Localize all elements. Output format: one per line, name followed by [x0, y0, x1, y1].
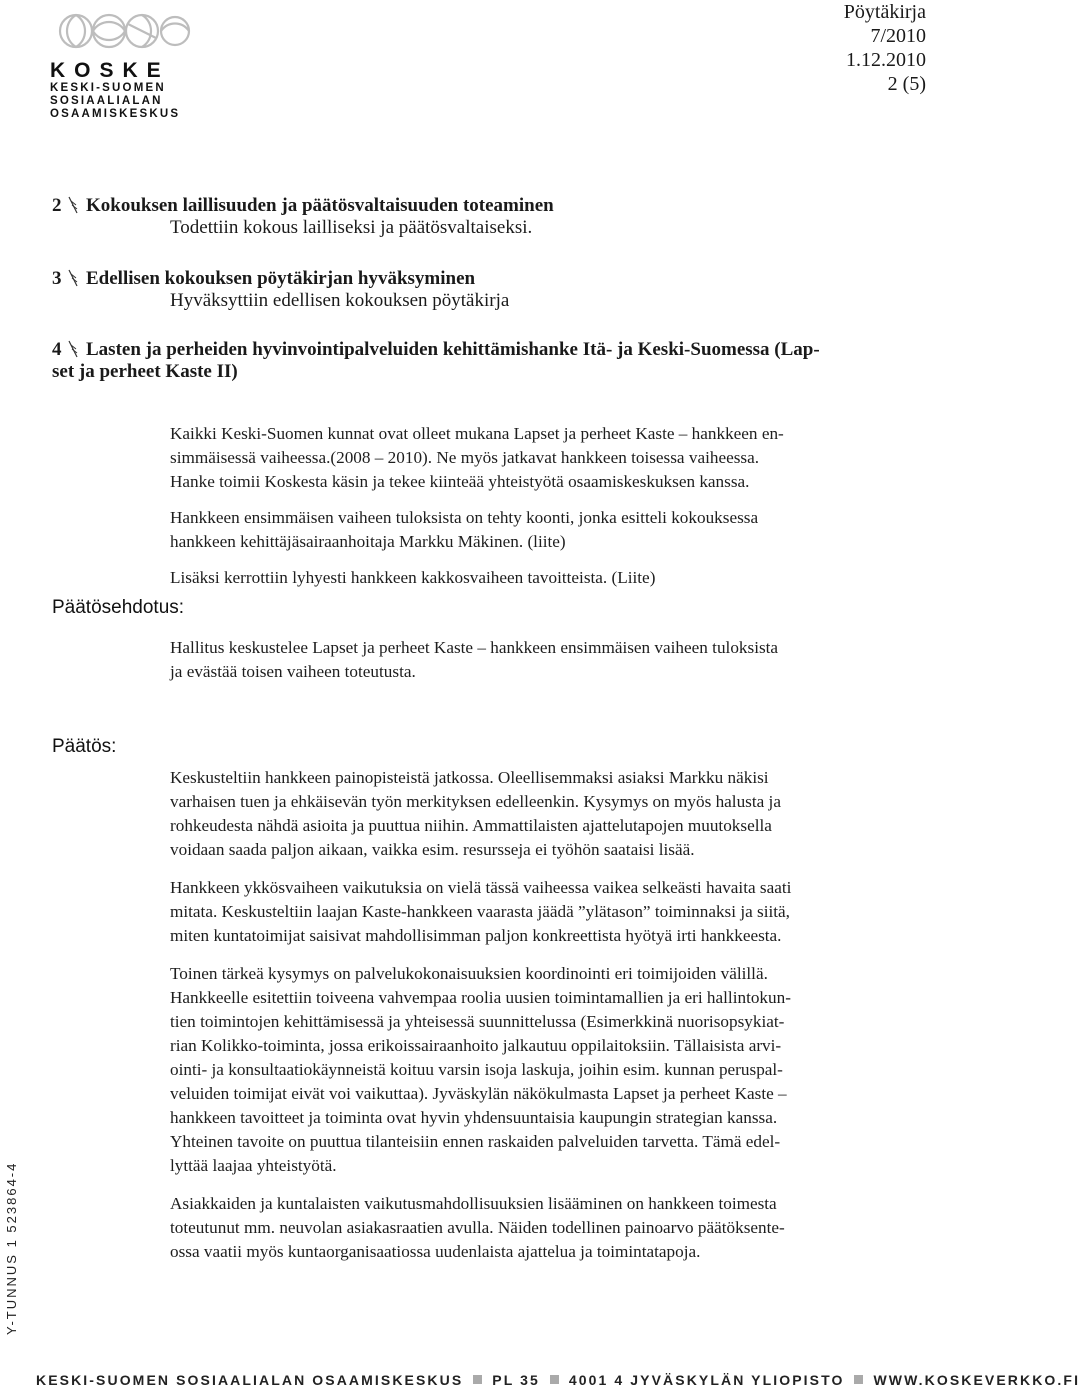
text-line: Asiakkaiden ja kuntalaisten vaikutusmahdollisuuksien lisääminen on hankkeen toimesta — [170, 1194, 777, 1213]
proposal-label: Päätösehdotus: — [52, 597, 185, 618]
section-3 — [52, 268, 932, 312]
section-title: Edellisen kokouksen pöytäkirjan hyväksyminen — [86, 268, 476, 289]
text-line: voidaan saada paljon aikaan, vaikka esim. resursseja ei työhön saataisi lisää. — [170, 840, 695, 859]
text-line: rohkeudesta nähdä asioita ja puuttua niihin. Ammattilaisten ajattelutapojen muutoksella — [170, 816, 772, 835]
text-line: Lisäksi kerrottiin lyhyesti hankkeen kakkosvaiheen tavoitteista. (Liite) — [170, 568, 656, 587]
text-line: ointi- ja konsultaatiokäynneistä koituu varsin isoja laskuja, joihin esim. kunnan peruspal- — [170, 1060, 783, 1079]
footer-city: 4001 4 JYVÄSKYLÄN YLIOPISTO — [568, 1372, 845, 1388]
section-mark-icon — [68, 268, 78, 288]
section-mark-icon — [68, 195, 78, 215]
text-line: toteutunut mm. neuvolan asiakasraatien avulla. Näiden todellinen painoarvo päätöksente- — [170, 1218, 785, 1237]
square-bullet-icon — [473, 1375, 482, 1384]
square-bullet-icon — [550, 1375, 559, 1384]
section-title-line-1: Lasten ja perheiden hyvinvointipalveluiden kehittämishanke Itä- ja Keski-Suomessa (Lap- — [86, 339, 820, 360]
proposal-paragraph-2 — [170, 506, 925, 554]
text-line: lyttää laajaa yhteistyötä. — [170, 1156, 337, 1175]
proposal-paragraph-1 — [170, 422, 925, 494]
koske-logo — [50, 4, 200, 122]
logo-line-3: OSAAMISKESKUS — [50, 108, 181, 120]
text-line: Yhteinen tavoite on puuttua tilanteisiin ennen raskaiden palveluiden tarvetta. Tämä edel- — [170, 1132, 781, 1151]
section-title: Kokouksen laillisuuden ja päätösvaltaisuuden toteaminen — [86, 195, 554, 216]
decision-paragraph-3 — [170, 962, 925, 1178]
text-line: Hankkeen ensimmäisen vaiheen tuloksista on tehty koonti, jonka esitteli kokouksessa — [170, 508, 759, 527]
section-body: Todettiin kokous lailliseksi ja päätösvaltaiseksi. — [170, 217, 533, 238]
square-bullet-icon — [854, 1375, 863, 1384]
page-number: 2 (5) — [887, 73, 926, 95]
footer-org: KESKI-SUOMEN SOSIAALIALAN OSAAMISKESKUS — [36, 1372, 464, 1388]
decision-paragraph-2 — [170, 876, 925, 948]
footer-web: WWW.KOSKEVERKKO.FI — [873, 1372, 1080, 1388]
text-line: rian Kolikko-toiminta, jossa erikoissairaanhoito jalkautuu oppilaitoksiin. Tällaisista arvi- — [170, 1036, 782, 1055]
text-line: tien toimintojen kehittämisessä ja yhteisessä suunnittelussa (Esimerkkinä nuorisopsykiat- — [170, 1012, 785, 1031]
text-line: Hallitus keskustelee Lapset ja perheet Kaste – hankkeen ensimmäisen vaiheen tuloksista — [170, 638, 779, 657]
text-line: ossa vaatii myös kuntaorganisaatiossa uudenlaista ajattelua ja toimintatapoja. — [170, 1242, 701, 1261]
section-number: 3 — [52, 268, 62, 289]
text-line: mitata. Keskusteltiin laajan Kaste-hankkeen vaarasta jäädä ”ylätason” toiminnaksi ja siitä, — [170, 902, 790, 921]
text-line: Keskusteltiin hankkeen painopisteistä jatkossa. Oleellisemmaksi asiaksi Markku näkisi — [170, 768, 769, 787]
section-mark-icon — [68, 339, 78, 359]
text-line: ja evästää toisen vaiheen toteutusta. — [170, 662, 416, 681]
document-meta — [844, 0, 926, 96]
text-line: simmäisessä vaiheessa.(2008 – 2010). Ne myös jatkavat hankkeen toisessa vaiheessa. — [170, 448, 759, 467]
text-line: Hankkeen ykkösvaiheen vaikutuksia on vielä tässä vaiheessa vaikea selkeästi havaita saati — [170, 878, 792, 897]
doc-type: Pöytäkirja — [843, 1, 926, 23]
koske-emblem-icon — [58, 4, 190, 58]
section-body: Hyväksyttiin edellisen kokouksen pöytäkirja — [170, 290, 510, 311]
section-title-line-2: set ja perheet Kaste II) — [52, 361, 238, 382]
page-footer — [36, 1372, 1080, 1388]
text-line: Toinen tärkeä kysymys on palvelukokonaisuuksien koordinointi eri toimijoiden välillä. — [170, 964, 768, 983]
text-line: Hankkeelle esitettiin toiveena vahvempaa roolia uusien toimintamallien ja eri hallintokun- — [170, 988, 791, 1007]
proposal-paragraph-4 — [170, 636, 925, 684]
doc-date: 1.12.2010 — [846, 49, 926, 71]
text-line: hankkeen kehittäjäsairaanhoitaja Markku Mäkinen. (liite) — [170, 532, 566, 551]
text-line: varhaisen tuen ja ehkäisevän työn merkityksen edelleenkin. Kysymys on myös halusta ja — [170, 792, 781, 811]
decision-label: Päätös: — [52, 736, 117, 757]
decision-paragraph-1 — [170, 766, 925, 862]
text-line: miten kuntatoimijat saisivat mahdollisimman paljon konkreettista hyötyä irti hankkeesta. — [170, 926, 782, 945]
section-number: 4 — [52, 339, 62, 360]
section-number: 2 — [52, 195, 62, 216]
text-line: veluiden toimijat eivät voi vaikuttaa). Jyväskylän näkökulmasta Lapset ja perheet Kaste – — [170, 1084, 787, 1103]
proposal-paragraph-3 — [170, 566, 925, 590]
section-4 — [52, 339, 932, 383]
logo-line-2: SOSIAALIALAN — [50, 95, 163, 107]
logo-line-1: KESKI-SUOMEN — [50, 82, 166, 94]
text-line: Kaikki Keski-Suomen kunnat ovat olleet mukana Lapset ja perheet Kaste – hankkeen en- — [170, 424, 784, 443]
text-line: hankkeen tavoitteet ja toiminta ovat hyvin yhdensuuntaisia kaupungin strategian kanssa. — [170, 1108, 778, 1127]
footer-address: PL 35 — [492, 1372, 540, 1388]
doc-number: 7/2010 — [870, 25, 926, 47]
decision-paragraph-4 — [170, 1192, 925, 1264]
text-line: Hanke toimii Koskesta käsin ja tekee kiinteää yhteistyötä osaamiskeskuksen kanssa. — [170, 472, 750, 491]
section-2 — [52, 195, 932, 239]
business-id: Y-TUNNUS 1 523864-4 — [4, 1161, 19, 1335]
logo-name: KOSKE — [50, 59, 170, 82]
